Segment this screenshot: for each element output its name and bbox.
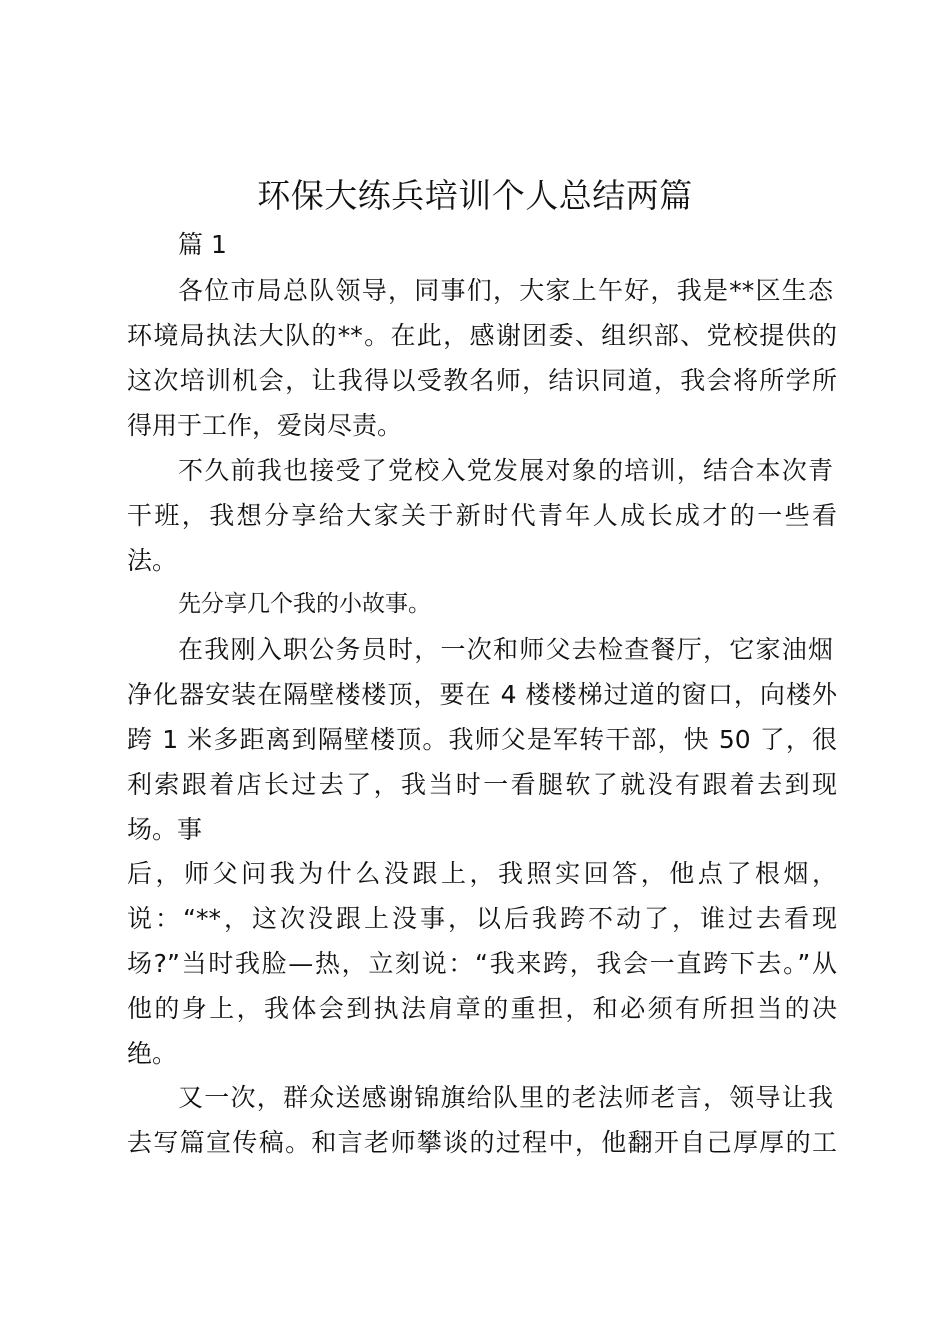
document-title: 环保大练兵培训个人总结两篇 — [257, 176, 693, 215]
text-line: 法。 — [127, 546, 178, 575]
text-line: 得用于工作，爱岗尽责。 — [127, 411, 403, 440]
text-line: 在我刚入职公务员时，一次和师父去检查餐厅，它家油烟 — [178, 635, 833, 664]
text-line: 跨 1 米多距离到隔壁楼顶。我师父是军转干部，快 50 了，很 — [127, 725, 837, 754]
text-line: 干班，我想分享给大家关于新时代青年人成长成才的一些看 — [127, 501, 837, 530]
text-line: 场?”当时我脸—热，立刻说：“我来跨，我会一直跨下去。”从 — [127, 949, 837, 978]
text-line: 后，师父问我为什么没跟上，我照实回答，他点了根烟， — [127, 859, 837, 888]
text-line: 这次培训机会，让我得以受教名师，结识同道，我会将所学所 — [127, 366, 837, 395]
text-line: 不久前我也接受了党校入党发展对象的培训，结合本次青 — [178, 456, 833, 485]
text-line: 去写篇宣传稿。和言老师攀谈的过程中，他翻开自己厚厚的工 — [127, 1128, 837, 1157]
text-line: 场。事 — [127, 815, 203, 844]
text-line: 先分享几个我的小故事。 — [178, 591, 431, 617]
text-line: 绝。 — [127, 1039, 178, 1068]
text-line: 各位市局总队领导，同事们，大家上午好，我是**区生态 — [178, 276, 833, 305]
text-line: 净化器安装在隔壁楼楼顶，要在 4 楼楼梯过道的窗口，向楼外 — [127, 680, 837, 709]
text-line: 说：“**，这次没跟上没事，以后我跨不动了，谁过去看现 — [127, 904, 837, 933]
section-heading: 篇 1 — [178, 230, 227, 259]
text-line: 又一次，群众送感谢锦旗给队里的老法师老言，领导让我 — [178, 1083, 833, 1112]
text-line: 环境局执法大队的**。在此，感谢团委、组织部、党校提供的 — [127, 321, 837, 350]
text-line: 他的身上，我体会到执法肩章的重担，和必须有所担当的决 — [127, 994, 837, 1023]
text-line: 利索跟着店长过去了，我当时一看腿软了就没有跟着去到现 — [127, 770, 837, 799]
